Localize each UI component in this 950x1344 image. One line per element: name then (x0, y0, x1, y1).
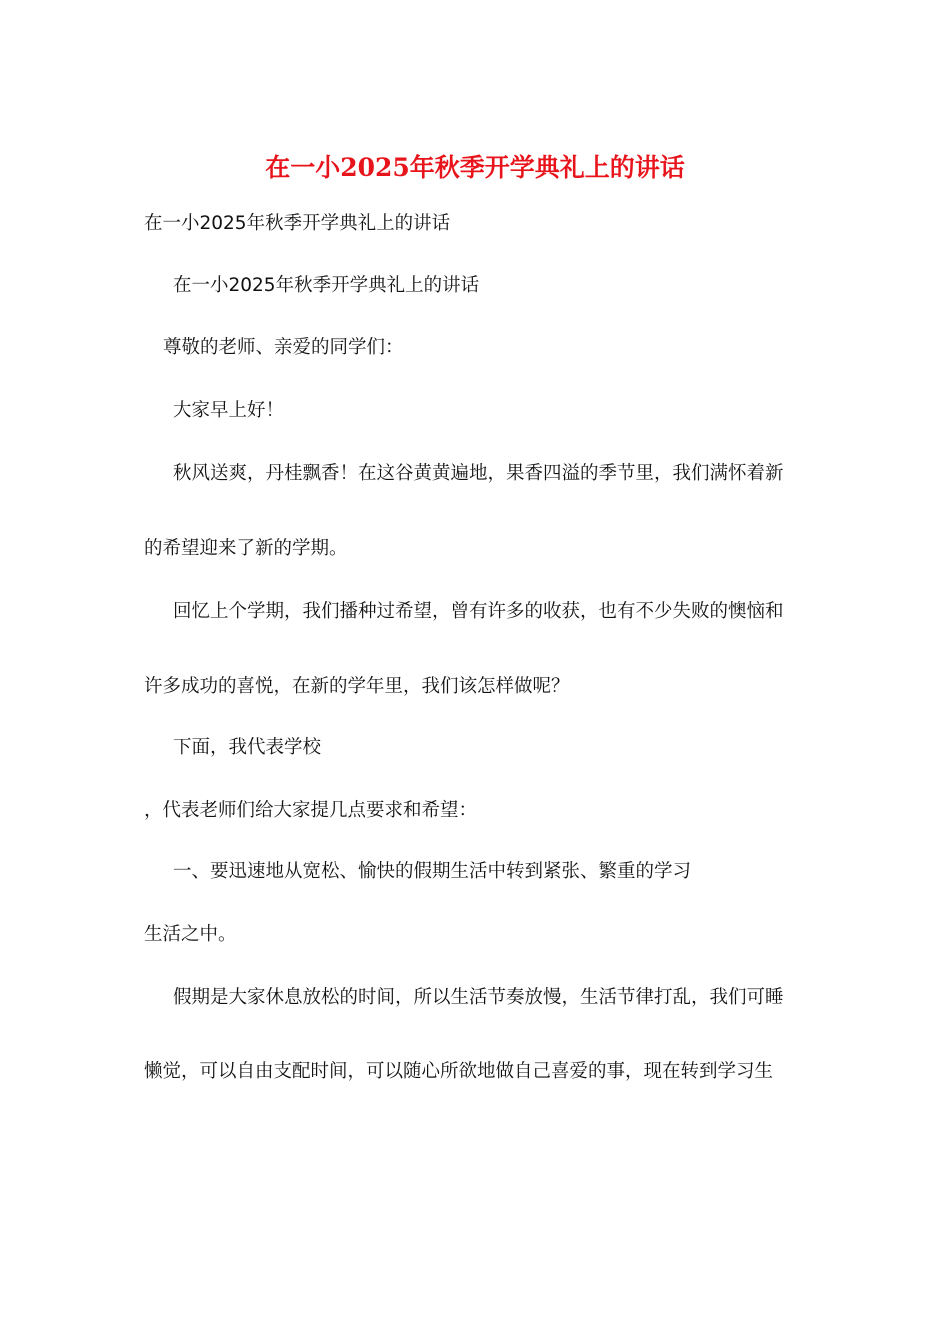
repeated-title-line: 在一小2025年秋季开学典礼上的讲话 (173, 275, 480, 296)
paragraph-line: 假期是大家休息放松的时间，所以生活节奏放慢，生活节律打乱，我们可睡 (173, 987, 784, 1008)
salutation-line: 尊敬的老师、亲爱的同学们： (163, 337, 404, 358)
paragraph-line: 一、要迅速地从宽松、愉快的假期生活中转到紧张、繁重的学习 (173, 861, 692, 882)
subtitle-line: 在一小2025年秋季开学典礼上的讲话 (144, 213, 451, 234)
greeting-line: 大家早上好！ (173, 400, 285, 421)
paragraph-line: 懒觉，可以自由支配时间，可以随心所欲地做自己喜爱的事，现在转到学习生 (144, 1061, 774, 1082)
paragraph-line: 的希望迎来了新的学期。 (144, 538, 348, 559)
paragraph-line: 秋风送爽，丹桂飘香！在这谷黄黄遍地，果香四溢的季节里，我们满怀着新 (173, 463, 784, 484)
paragraph-line: 生活之中。 (144, 924, 237, 945)
paragraph-line: 许多成功的喜悦，在新的学年里，我们该怎样做呢？ (144, 676, 570, 697)
paragraph-line: 下面，我代表学校 (173, 737, 322, 758)
document-title: 在一小2025年秋季开学典礼上的讲话 (265, 153, 685, 182)
paragraph-line: ，代表老师们给大家提几点要求和希望： (144, 800, 478, 821)
paragraph-line: 回忆上个学期，我们播种过希望，曾有许多的收获，也有不少失败的懊恼和 (173, 601, 784, 622)
